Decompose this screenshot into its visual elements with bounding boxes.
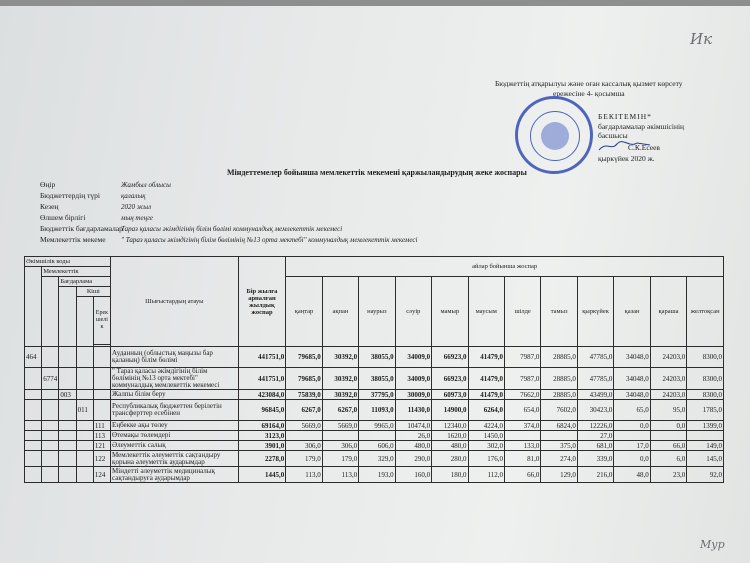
month-value-cell: 47785,0 bbox=[577, 347, 613, 368]
table-row bbox=[25, 451, 724, 467]
month-value-cell: 5669,0 bbox=[322, 421, 358, 431]
header-bagdarlama: Бағдарлама bbox=[59, 277, 111, 287]
code-cell bbox=[59, 347, 76, 368]
approval-line-2: ережесіне 4- қосымша bbox=[553, 89, 625, 98]
financing-plan-table bbox=[24, 256, 724, 483]
month-value-cell: 79685,0 bbox=[286, 347, 322, 368]
meta-value-budget-type: қалалық bbox=[121, 192, 146, 200]
code-cell bbox=[59, 451, 76, 467]
code-cell: 124 bbox=[93, 467, 110, 483]
month-value-cell: 79685,0 bbox=[286, 368, 322, 390]
code-cell: 464 bbox=[25, 347, 42, 368]
month-value-cell: 7987,0 bbox=[504, 368, 540, 390]
annual-plan-cell: 96845,0 bbox=[238, 400, 286, 421]
month-value-cell: 160,0 bbox=[395, 467, 431, 483]
expense-name-cell: Міндетті әлеуметтік медициналық сақтандыруға аударымдар bbox=[111, 467, 239, 483]
month-value-cell: 113,0 bbox=[322, 467, 358, 483]
month-value-cell: 95,0 bbox=[650, 400, 686, 421]
month-value-cell: 11430,0 bbox=[395, 400, 431, 421]
month-value-cell: 23,0 bbox=[650, 467, 686, 483]
month-value-cell bbox=[322, 431, 358, 441]
code-cell: 111 bbox=[93, 421, 110, 431]
month-value-cell: 306,0 bbox=[322, 441, 358, 451]
month-value-cell: 37795,0 bbox=[359, 390, 395, 400]
month-value-cell: 216,0 bbox=[577, 467, 613, 483]
approval-line-3: БЕКІТЕМІН* bbox=[598, 112, 652, 121]
code-cell bbox=[25, 400, 42, 421]
month-value-cell: 374,0 bbox=[504, 421, 540, 431]
code-cell bbox=[59, 400, 76, 421]
month-value-cell: 329,0 bbox=[359, 451, 395, 467]
annual-plan-cell: 423084,0 bbox=[238, 390, 286, 400]
official-seal bbox=[515, 96, 593, 174]
month-value-cell bbox=[614, 431, 650, 441]
code-cell bbox=[76, 451, 93, 467]
header-col-2 bbox=[42, 277, 59, 347]
month-value-cell: 12340,0 bbox=[432, 421, 468, 431]
code-cell bbox=[42, 441, 59, 451]
header-monthly: айлар бойынша жоспар bbox=[286, 257, 724, 277]
month-value-cell: 681,0 bbox=[577, 441, 613, 451]
code-cell bbox=[93, 390, 110, 400]
bottom-handwriting: Мур bbox=[700, 538, 725, 551]
month-value-cell: 133,0 bbox=[504, 441, 540, 451]
approval-date: қыркүйек 2020 ж. bbox=[598, 154, 655, 163]
header-month-7: тамыз bbox=[541, 277, 577, 347]
meta-value-region: Жамбыл облысы bbox=[121, 181, 171, 189]
table-row bbox=[25, 390, 724, 400]
month-value-cell: 75839,0 bbox=[286, 390, 322, 400]
code-cell: 003 bbox=[59, 390, 76, 400]
month-value-cell: 1399,0 bbox=[687, 421, 724, 431]
month-value-cell: 480,0 bbox=[395, 441, 431, 451]
table-row bbox=[25, 347, 724, 368]
meta-value-unit: мың теңге bbox=[121, 214, 153, 222]
month-value-cell: 145,0 bbox=[687, 451, 724, 467]
meta-label-programs: Бюджеттік бағдарламалар bbox=[40, 224, 123, 233]
month-value-cell: 10474,0 bbox=[395, 421, 431, 431]
code-cell bbox=[25, 441, 42, 451]
expense-name-cell: Мемлекеттік әлеуметтік сақтандыру қорына әлеуметтік аударымдар bbox=[111, 451, 239, 467]
table-row bbox=[25, 368, 724, 390]
header-month-4: мамыр bbox=[432, 277, 468, 347]
month-value-cell: 0,0 bbox=[614, 421, 650, 431]
code-cell bbox=[76, 390, 93, 400]
month-value-cell: 1450,0 bbox=[468, 431, 504, 441]
month-value-cell: 6267,0 bbox=[322, 400, 358, 421]
expense-name-cell: Республикалық бюджеттен берілетін трансферттер есебінен bbox=[111, 400, 239, 421]
meta-label-institution: Мемлекеттік мекеме bbox=[40, 235, 106, 244]
month-value-cell: 81,0 bbox=[504, 451, 540, 467]
month-value-cell: 24203,0 bbox=[650, 390, 686, 400]
month-value-cell: 92,0 bbox=[687, 467, 724, 483]
meta-label-unit: Өлшем бірлігі bbox=[40, 213, 86, 222]
month-value-cell: 66,0 bbox=[650, 441, 686, 451]
month-value-cell: 65,0 bbox=[614, 400, 650, 421]
table-row bbox=[25, 400, 724, 421]
header-month-10: қараша bbox=[650, 277, 686, 347]
code-cell bbox=[76, 347, 93, 368]
header-month-11: желтоқсан bbox=[687, 277, 724, 347]
month-value-cell: 24203,0 bbox=[650, 368, 686, 390]
code-cell bbox=[25, 467, 42, 483]
header-col-1 bbox=[25, 267, 42, 347]
code-cell bbox=[25, 390, 42, 400]
meta-value-institution: " Тараз қаласы әкімдігінің білім бөлімінің №13 орта мектебі" коммуналдық мемлекеттік мекемесі bbox=[121, 236, 418, 244]
month-value-cell: 34048,0 bbox=[614, 390, 650, 400]
code-cell bbox=[59, 421, 76, 431]
month-value-cell: 0,0 bbox=[614, 451, 650, 467]
annual-plan-cell: 441751,0 bbox=[238, 347, 286, 368]
annual-plan-cell: 2278,0 bbox=[238, 451, 286, 467]
month-value-cell: 179,0 bbox=[286, 451, 322, 467]
month-value-cell: 27,0 bbox=[577, 431, 613, 441]
month-value-cell: 41479,0 bbox=[468, 390, 504, 400]
code-cell bbox=[25, 451, 42, 467]
approval-line-5: басшысы bbox=[598, 131, 628, 140]
month-value-cell: 7987,0 bbox=[504, 347, 540, 368]
month-value-cell: 8300,0 bbox=[687, 390, 724, 400]
annual-plan-cell: 3901,0 bbox=[238, 441, 286, 451]
code-cell bbox=[76, 441, 93, 451]
month-value-cell: 34048,0 bbox=[614, 368, 650, 390]
month-value-cell bbox=[650, 431, 686, 441]
month-value-cell: 30009,0 bbox=[395, 390, 431, 400]
month-value-cell: 339,0 bbox=[577, 451, 613, 467]
month-value-cell: 66923,0 bbox=[432, 368, 468, 390]
expense-name-cell: Өтемақы төлемдері bbox=[111, 431, 239, 441]
expense-name-cell: Жалпы білім беру bbox=[111, 390, 239, 400]
corner-handwriting: Ик bbox=[690, 30, 713, 48]
month-value-cell: 129,0 bbox=[541, 467, 577, 483]
month-value-cell: 24203,0 bbox=[650, 347, 686, 368]
month-value-cell: 306,0 bbox=[286, 441, 322, 451]
meta-value-programs: Тараз қаласы әкімдігінің білім бөлімі коммуналдық мемлекеттік мекемесі bbox=[121, 225, 343, 233]
code-cell bbox=[59, 368, 76, 390]
month-value-cell bbox=[359, 431, 395, 441]
code-cell bbox=[25, 368, 42, 390]
month-value-cell: 41479,0 bbox=[468, 368, 504, 390]
month-value-cell: 1785,0 bbox=[687, 400, 724, 421]
month-value-cell: 1620,0 bbox=[432, 431, 468, 441]
expense-name-cell: Ауданның (облыстық маңызы бар қаланың) білім бөлімі bbox=[111, 347, 239, 368]
month-value-cell: 274,0 bbox=[541, 451, 577, 467]
code-cell: 122 bbox=[93, 451, 110, 467]
month-value-cell: 113,0 bbox=[286, 467, 322, 483]
annual-plan-cell: 69164,0 bbox=[238, 421, 286, 431]
month-value-cell: 193,0 bbox=[359, 467, 395, 483]
month-value-cell: 6264,0 bbox=[468, 400, 504, 421]
code-cell bbox=[59, 441, 76, 451]
month-value-cell: 66,0 bbox=[504, 467, 540, 483]
month-value-cell: 5669,0 bbox=[286, 421, 322, 431]
month-value-cell: 149,0 bbox=[687, 441, 724, 451]
code-cell bbox=[42, 400, 59, 421]
month-value-cell: 30392,0 bbox=[322, 368, 358, 390]
month-value-cell: 112,0 bbox=[468, 467, 504, 483]
month-value-cell: 26,0 bbox=[395, 431, 431, 441]
annual-plan-cell: 1445,0 bbox=[238, 467, 286, 483]
table-row bbox=[25, 441, 724, 451]
document-title: Міндеттемелер бойынша мемлекеттік мекемені қаржыландырудың жеке жоспары bbox=[227, 168, 527, 177]
code-cell bbox=[93, 368, 110, 390]
code-cell bbox=[76, 431, 93, 441]
header-month-6: шілде bbox=[504, 277, 540, 347]
month-value-cell bbox=[687, 431, 724, 441]
month-value-cell: 0,0 bbox=[650, 421, 686, 431]
header-month-8: қыркүйек bbox=[577, 277, 613, 347]
month-value-cell: 30392,0 bbox=[322, 390, 358, 400]
month-value-cell: 17,0 bbox=[614, 441, 650, 451]
approval-line-4: бағдарламалар әкімшісінің bbox=[598, 122, 685, 131]
month-value-cell: 8300,0 bbox=[687, 347, 724, 368]
month-value-cell: 34048,0 bbox=[614, 347, 650, 368]
header-month-1: ақпан bbox=[322, 277, 358, 347]
code-cell bbox=[42, 467, 59, 483]
month-value-cell: 7662,0 bbox=[504, 390, 540, 400]
header-col-4 bbox=[76, 297, 93, 347]
meta-value-period: 2020 жыл bbox=[121, 203, 152, 211]
month-value-cell: 28885,0 bbox=[541, 390, 577, 400]
month-value-cell: 34009,0 bbox=[395, 368, 431, 390]
month-value-cell: 12226,0 bbox=[577, 421, 613, 431]
month-value-cell: 9965,0 bbox=[359, 421, 395, 431]
header-annual: Бір жылға арналған жылдық жоспар bbox=[238, 257, 286, 347]
code-cell bbox=[59, 467, 76, 483]
code-cell bbox=[76, 368, 93, 390]
header-month-0: қаңтар bbox=[286, 277, 322, 347]
expense-name-cell: Әлеуметтік салық bbox=[111, 441, 239, 451]
code-cell bbox=[42, 390, 59, 400]
approval-line-1: Бюджеттің атқарылуы және оған кассалық қызмет көрсету bbox=[495, 79, 683, 88]
table-row bbox=[25, 467, 724, 483]
month-value-cell bbox=[286, 431, 322, 441]
month-value-cell: 30423,0 bbox=[577, 400, 613, 421]
header-month-9: қазан bbox=[614, 277, 650, 347]
table-row bbox=[25, 431, 724, 441]
month-value-cell: 60973,0 bbox=[432, 390, 468, 400]
code-cell bbox=[93, 400, 110, 421]
month-value-cell: 47785,0 bbox=[577, 368, 613, 390]
header-kishi: Кіші bbox=[76, 287, 110, 297]
code-cell bbox=[25, 431, 42, 441]
code-cell bbox=[76, 421, 93, 431]
month-value-cell: 6,0 bbox=[650, 451, 686, 467]
header-akimshilik: Әкімшілік коды bbox=[25, 257, 111, 267]
month-value-cell: 28885,0 bbox=[541, 347, 577, 368]
month-value-cell bbox=[504, 431, 540, 441]
month-value-cell: 28885,0 bbox=[541, 368, 577, 390]
code-cell bbox=[25, 421, 42, 431]
month-value-cell: 6267,0 bbox=[286, 400, 322, 421]
month-value-cell: 4224,0 bbox=[468, 421, 504, 431]
month-value-cell: 176,0 bbox=[468, 451, 504, 467]
code-cell bbox=[76, 467, 93, 483]
meta-label-period: Кезең bbox=[40, 202, 59, 211]
code-cell bbox=[93, 347, 110, 368]
expense-name-cell: Еңбекке ақы төлеу bbox=[111, 421, 239, 431]
month-value-cell: 654,0 bbox=[504, 400, 540, 421]
meta-label-region: Өңір bbox=[40, 180, 56, 189]
month-value-cell: 606,0 bbox=[359, 441, 395, 451]
code-cell bbox=[42, 431, 59, 441]
month-value-cell: 38055,0 bbox=[359, 347, 395, 368]
month-value-cell: 7602,0 bbox=[541, 400, 577, 421]
code-cell bbox=[59, 431, 76, 441]
month-value-cell: 480,0 bbox=[432, 441, 468, 451]
month-value-cell: 34009,0 bbox=[395, 347, 431, 368]
month-value-cell bbox=[541, 431, 577, 441]
month-value-cell: 38055,0 bbox=[359, 368, 395, 390]
month-value-cell: 280,0 bbox=[432, 451, 468, 467]
code-cell bbox=[42, 451, 59, 467]
approval-signer: С.К.Есеев bbox=[628, 143, 660, 152]
month-value-cell: 43499,0 bbox=[577, 390, 613, 400]
header-erekshelik: Ерекшелік bbox=[93, 297, 110, 345]
code-cell: 6774 bbox=[42, 368, 59, 390]
expense-name-cell: " Тараз қаласы әкімдігінің білім бөлімінің №13 орта мектебі" коммуналдық мемлекеттік мекемесі bbox=[111, 368, 239, 390]
month-value-cell: 11093,0 bbox=[359, 400, 395, 421]
header-memlekettik: Мемлекеттік bbox=[42, 267, 111, 277]
code-cell bbox=[42, 347, 59, 368]
header-month-5: маусым bbox=[468, 277, 504, 347]
month-value-cell: 30392,0 bbox=[322, 347, 358, 368]
month-value-cell: 8300,0 bbox=[687, 368, 724, 390]
month-value-cell: 290,0 bbox=[395, 451, 431, 467]
month-value-cell: 375,0 bbox=[541, 441, 577, 451]
month-value-cell: 41479,0 bbox=[468, 347, 504, 368]
month-value-cell: 180,0 bbox=[432, 467, 468, 483]
code-cell bbox=[42, 421, 59, 431]
month-value-cell: 66923,0 bbox=[432, 347, 468, 368]
month-value-cell: 6824,0 bbox=[541, 421, 577, 431]
month-value-cell: 48,0 bbox=[614, 467, 650, 483]
month-value-cell: 302,0 bbox=[468, 441, 504, 451]
table-row bbox=[25, 421, 724, 431]
month-value-cell: 179,0 bbox=[322, 451, 358, 467]
annual-plan-cell: 441751,0 bbox=[238, 368, 286, 390]
header-month-3: сәуір bbox=[395, 277, 431, 347]
header-name: Шығыстардың атауы bbox=[111, 257, 239, 347]
header-month-2: наурыз bbox=[359, 277, 395, 347]
code-cell: 011 bbox=[76, 400, 93, 421]
month-value-cell: 14900,0 bbox=[432, 400, 468, 421]
code-cell: 113 bbox=[93, 431, 110, 441]
meta-label-budget-type: Бюджеттердің түрі bbox=[40, 191, 100, 200]
header-col-3 bbox=[59, 287, 76, 347]
code-cell: 121 bbox=[93, 441, 110, 451]
annual-plan-cell: 3123,0 bbox=[238, 431, 286, 441]
